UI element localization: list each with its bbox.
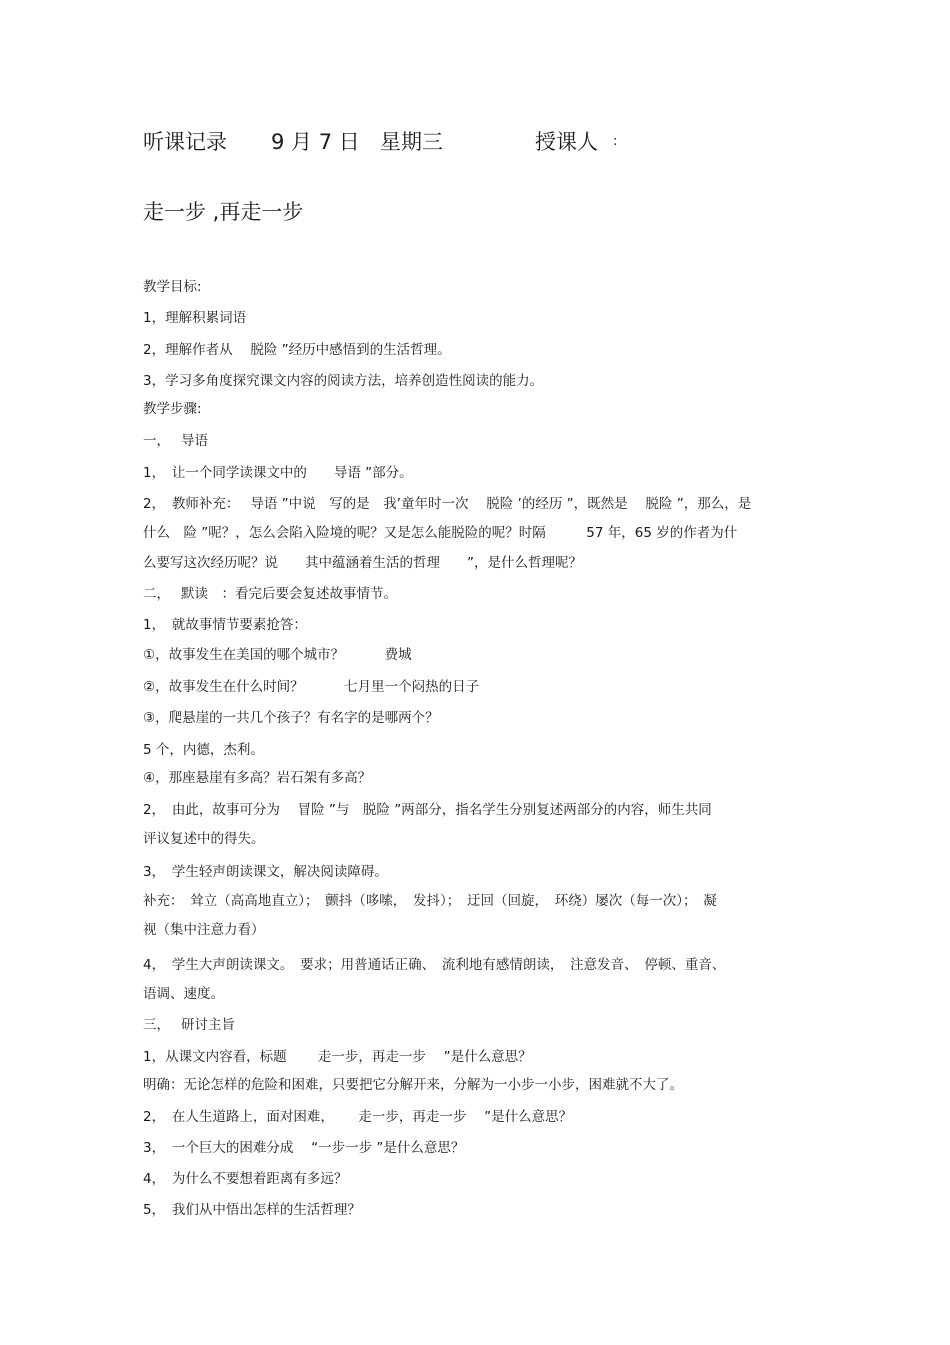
body-line: 2， 教师补充： 导语 ”中说 写的是 我’童年时一次 脱险 ’的经历 ”，既然是 脱险 ”，那么，是 — [143, 496, 752, 512]
body-line: 5 个，内德，杰利。 — [143, 742, 264, 758]
body-line: ③，爬悬崖的一共几个孩子？有名字的是哪两个？ — [143, 710, 439, 726]
lesson-title: 走一步 ,再走一步 — [143, 200, 304, 224]
body-line: 教学步骤: — [143, 401, 202, 417]
body-line: 1，从课文内容看，标题 走一步，再走一步 ”是什么意思？ — [143, 1049, 532, 1065]
body-line: 5， 我们从中悟出怎样的生活哲理？ — [143, 1202, 361, 1218]
teacher-colon: : — [613, 134, 618, 149]
body-line: 4， 为什么不要想着距离有多远？ — [143, 1171, 348, 1187]
body-line: ②，故事发生在什么时间？ 七月里一个闷热的日子 — [143, 679, 480, 695]
body-line: 3， 学生轻声朗读课文，解决阅读障碍。 — [143, 864, 388, 880]
teacher-label: 授课人 — [535, 130, 598, 154]
body-line: 一， 导语 — [143, 433, 209, 449]
body-line: 视（集中注意力看） — [143, 922, 265, 938]
lesson-weekday: 星期三 — [380, 130, 443, 154]
body-line: 1，理解积累词语 — [143, 310, 247, 326]
body-line: 2， 在人生道路上，面对困难， 走一步，再走一步 ”是什么意思？ — [143, 1109, 573, 1125]
body-line: 3， 一个巨大的困难分成 “一步一步 ”是什么意思？ — [143, 1140, 465, 1156]
body-line: 二， 默读 ：看完后要会复述故事情节。 — [143, 586, 398, 602]
body-line: 1， 就故事情节要素抢答： — [143, 617, 307, 633]
body-line: 么要写这次经历呢？说 其中蕴涵着生活的哲理 ”，是什么哲理呢？ — [143, 555, 582, 571]
body-line: 什么 险 ”呢？，怎么会陷入险境的呢？又是怎么能脱险的呢？时隔 57 年，65 岁的作者为什 — [143, 525, 738, 541]
record-label: 听课记录 — [143, 130, 227, 154]
body-line: 3，学习多角度探究课文内容的阅读方法，培养创造性阅读的能力。 — [143, 373, 544, 389]
body-line: ①，故事发生在美国的哪个城市？ 费城 — [143, 647, 412, 663]
body-line: 1， 让一个同学读课文中的 导语 ”部分。 — [143, 465, 413, 481]
body-line: 评议复述中的得失。 — [143, 831, 265, 847]
body-line: 2，理解作者从 脱险 ”经历中感悟到的生活哲理。 — [143, 342, 451, 358]
body-line: ④，那座悬崖有多高？岩石架有多高？ — [143, 770, 372, 786]
body-line: 明确：无论怎样的危险和困难，只要把它分解开来，分解为一小步一小步，困难就不大了。 — [143, 1077, 683, 1093]
body-line: 补充： 耸立（高高地直立）； 颤抖（哆嗦， 发抖）； 迂回（回旋， 环绕）屡次（每一次）； 凝 — [143, 893, 717, 909]
body-line: 4， 学生大声朗读课文。 要求；用普通话正确、 流利地有感情朗读， 注意发音、 停顿、重音、 — [143, 957, 726, 973]
body-line: 语调、速度。 — [143, 986, 224, 1002]
body-line: 教学目标: — [143, 279, 202, 295]
body-line: 三， 研讨主旨 — [143, 1017, 236, 1033]
lesson-date: 9 月 7 日 — [271, 130, 360, 154]
body-line: 2， 由此，故事可分为 冒险 ”与 脱险 ”两部分，指名学生分别复述两部分的内容，师生共同 — [143, 802, 712, 818]
